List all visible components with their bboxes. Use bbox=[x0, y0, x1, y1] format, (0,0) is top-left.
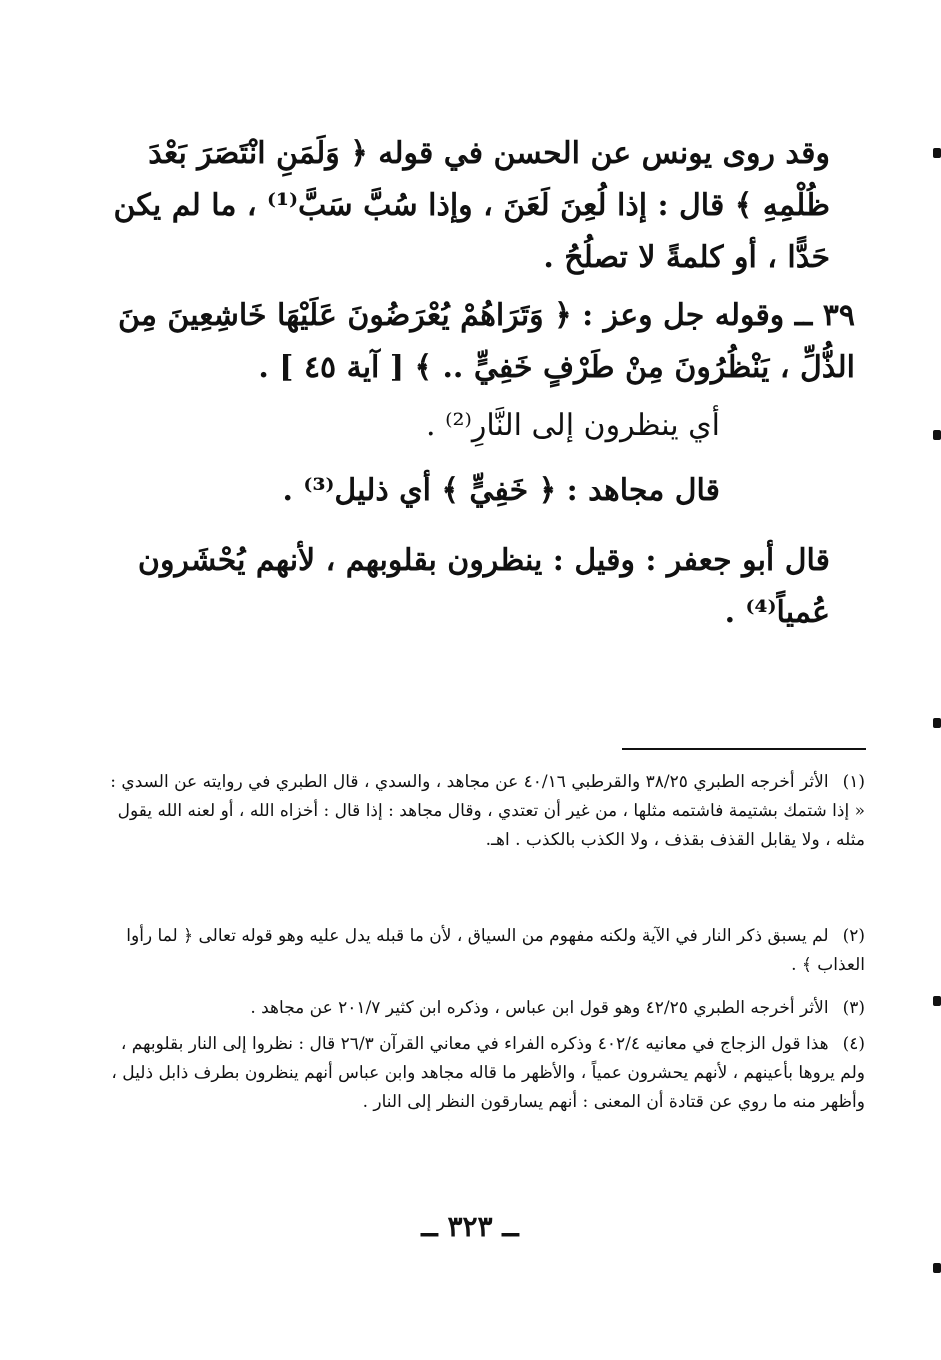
margin-mark-dot bbox=[933, 996, 941, 1006]
paragraph-text: أي ينظرون إلى النَّارِ⁽²⁾ . bbox=[426, 408, 720, 443]
margin-mark-dot bbox=[933, 718, 941, 728]
footnote-text: لم يسبق ذكر النار في الآية ولكنه مفهوم من السياق ، لأن ما قبله يدل عليه وهو قوله تعالى ﴿ لما رأوا العذاب ﴾ . bbox=[126, 926, 865, 975]
paragraph-yunus-hasan bbox=[110, 128, 830, 284]
paragraph-abu-jafar bbox=[110, 535, 830, 639]
footnote-separator bbox=[622, 748, 866, 750]
footnote-mark: (٤) bbox=[842, 1034, 865, 1054]
footnote-text: الأثر أخرجه الطبري ٤٢/٢٥ وهو قول ابن عباس ، وذكره ابن كثير ٢٠١/٧ عن مجاهد . bbox=[250, 998, 829, 1018]
footnote-2 bbox=[110, 922, 865, 980]
paragraph-text: قال أبو جعفر : وقيل : ينظرون بقلوبهم ، لأنهم يُحْشَرون عُمياً⁽⁴⁾ . bbox=[137, 543, 830, 630]
footnote-text: هذا قول الزجاج في معانيه ٤٠٢/٤ وذكره الفراء في معاني القرآن ٢٦/٣ قال : نظروا إلى النار بقلوبهم ، ولم يروها بأعينهم ، لأنهم يحشرون عمياً ، والأظهر ما قاله مجاهد وابن عباس أنهم ينظرون بطرف ذابل ذليل ، وأظهر منه ما روي عن قتادة أن المعنى : أنهم يسارقون النظر إلى النار . bbox=[111, 1034, 865, 1112]
footnote-3 bbox=[110, 994, 865, 1023]
paragraph-looking-at-fire bbox=[110, 400, 720, 452]
footnote-mark: (١) bbox=[842, 772, 865, 792]
footnote-4 bbox=[110, 1030, 865, 1117]
margin-mark-dot bbox=[933, 1263, 941, 1273]
verse-39-heading bbox=[110, 290, 855, 394]
paragraph-text: قال مجاهد : ﴿ خَفِيٍّ ﴾ أي ذليل⁽³⁾ . bbox=[282, 473, 720, 508]
paragraph-text: وقد روى يونس عن الحسن في قوله ﴿ وَلَمَنِ انْتَصَرَ بَعْدَ ظُلْمِهِ ﴾ قال : إذا لُعِنَ لَعَنَ ، وإذا سُبَّ سَبَّ⁽¹⁾ ، ما لم يكن حَدًّا ، أو كلمةً لا تصلُحُ . bbox=[113, 136, 830, 275]
page-number: ــ ٣٢٣ ــ bbox=[421, 1210, 519, 1243]
footnote-mark: (٢) bbox=[842, 926, 865, 946]
footnote-mark: (٣) bbox=[842, 998, 865, 1018]
footnote-1 bbox=[110, 768, 865, 855]
margin-mark-dot bbox=[933, 148, 941, 158]
paragraph-mujahid bbox=[110, 465, 720, 517]
margin-mark-dot bbox=[933, 430, 941, 440]
verse-text: ٣٩ ــ وقوله جل وعز : ﴿ وَتَرَاهُمْ يُعْرَضُونَ عَلَيْهَا خَاشِعِينَ مِنَ الذُّلِّ ، يَنْظُرُونَ مِنْ طَرْفٍ خَفِيٍّ .. ﴾ [ آية ٤٥ ] . bbox=[118, 298, 855, 385]
footnote-text: الأثر أخرجه الطبري ٣٨/٢٥ والقرطبي ٤٠/١٦ عن مجاهد ، والسدي ، قال الطبري في روايته عن السدي : « إذا شتمك بشتيمة فاشتمه مثلها ، من غير أن تعتدي ، وقال مجاهد : إذا قال : أخزاه الله ، أو لعنه الله يقول مثله ، ولا يقابل القذف بقذف ، ولا الكذب بالكذب . اهـ. bbox=[110, 772, 865, 850]
